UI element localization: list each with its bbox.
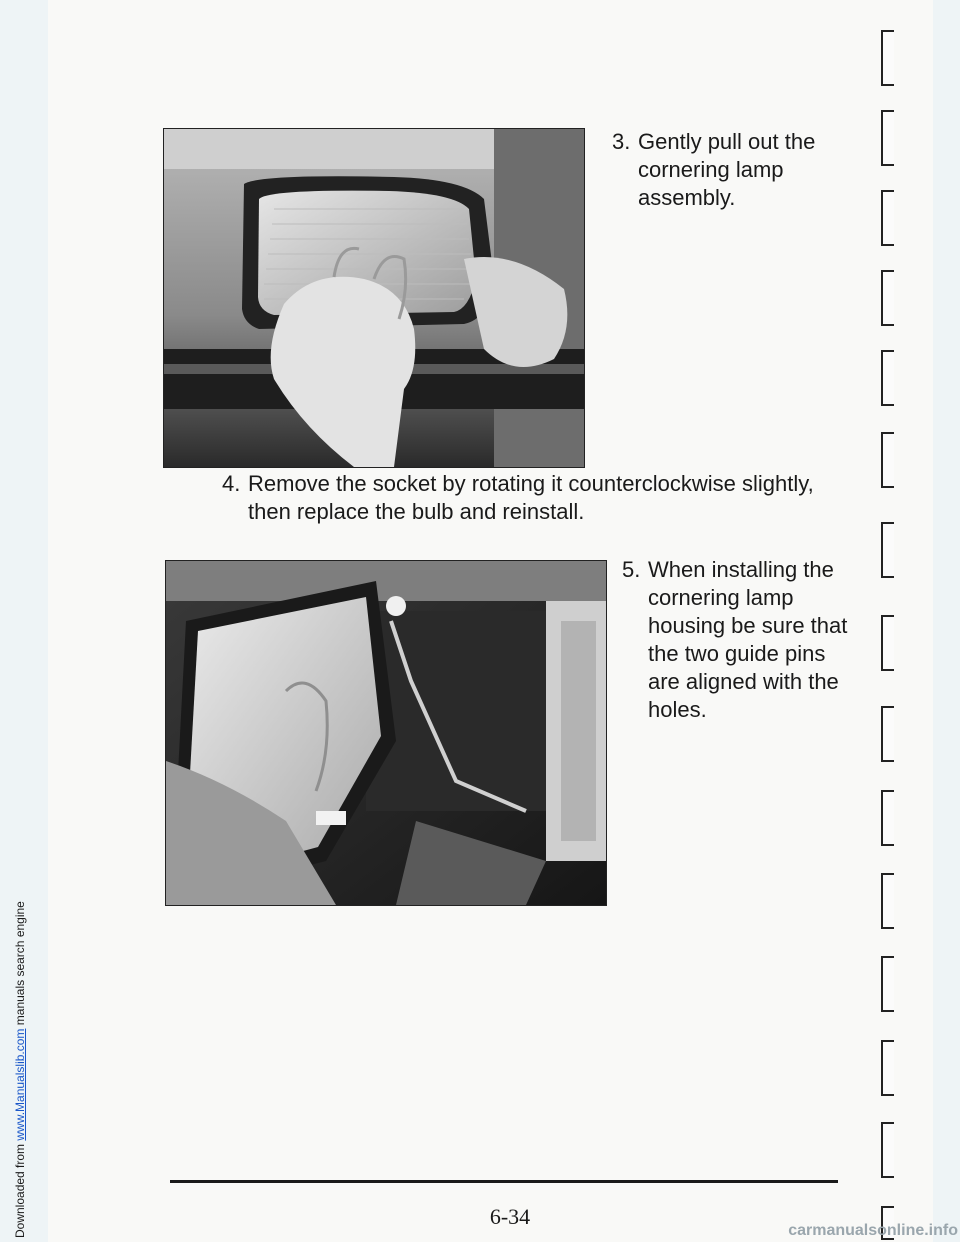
section-tab (881, 350, 894, 406)
cornering-lamp-photo (163, 128, 585, 468)
lamp-housing-photo (165, 560, 607, 906)
step-5-text: When installing the cornering lamp housing be sure that the two guide pins are aligned with the holes. (648, 557, 848, 722)
footer-watermark: carmanualsonline.info (788, 1222, 958, 1239)
section-tab (881, 956, 894, 1012)
section-tab (881, 432, 894, 488)
section-tab (881, 790, 894, 846)
source-suffix: manuals search engine (13, 901, 27, 1029)
right-margin (933, 0, 960, 1242)
section-tab (881, 270, 894, 326)
section-tab (881, 1040, 894, 1096)
source-prefix: Downloaded from (13, 1140, 27, 1238)
section-tab (881, 190, 894, 246)
step-3-text: Gently pull out the cornering lamp assembly. (638, 129, 816, 210)
section-tab (881, 1122, 894, 1178)
section-tab (881, 615, 894, 671)
section-tab (881, 30, 894, 86)
source-link[interactable]: www.Manualslib.com (13, 1028, 27, 1141)
footer-rule (170, 1180, 838, 1183)
step-4-text: Remove the socket by rotating it counterclockwise slightly, then replace the bulb and reinstall. (248, 471, 814, 524)
section-tab (881, 873, 894, 929)
step-3-number: 3. (612, 129, 631, 154)
step-4-number: 4. (222, 471, 241, 496)
step-5-number: 5. (622, 557, 641, 582)
source-banner (0, 0, 27, 1242)
source-banner-text (13, 901, 27, 1238)
section-tab (881, 110, 894, 166)
section-tab (881, 706, 894, 762)
page-number: 6-34 (489, 1204, 531, 1229)
section-tab (881, 522, 894, 578)
